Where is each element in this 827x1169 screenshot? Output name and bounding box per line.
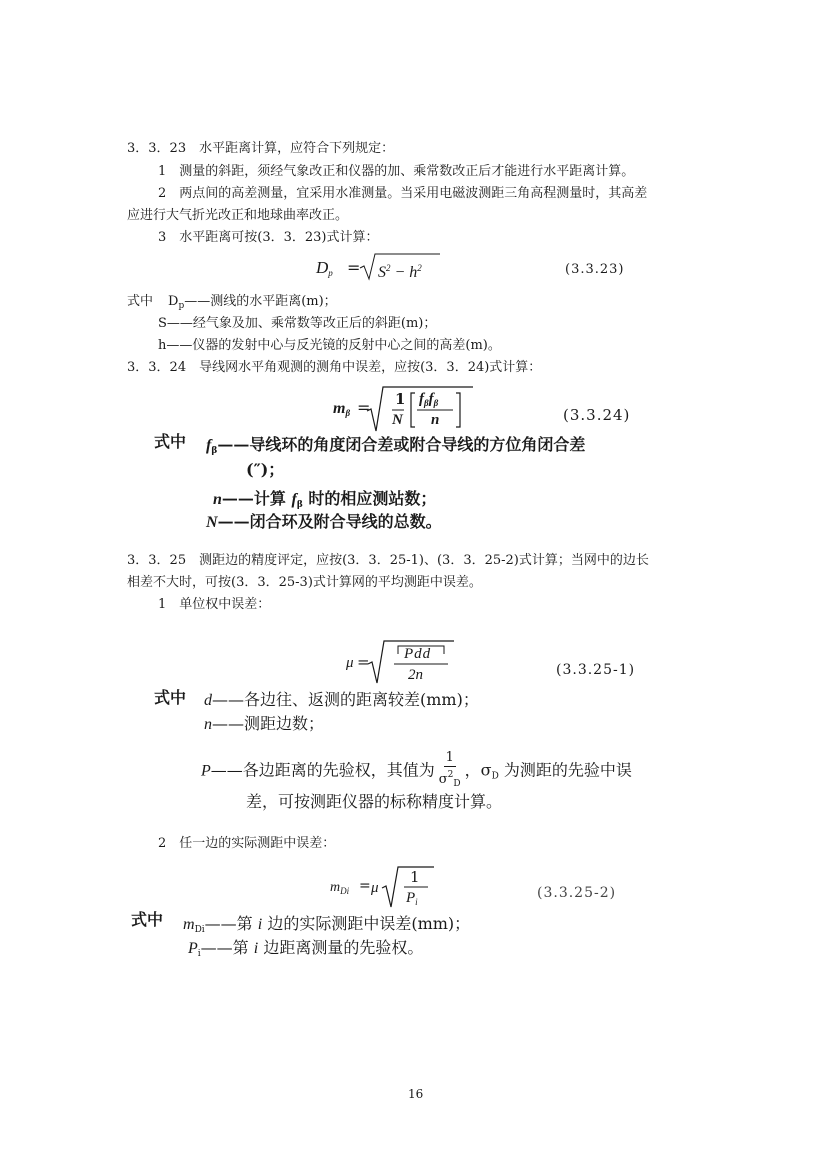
def-P-line-2: 差，可按测距仪器的标称精度计算。 [246, 792, 503, 811]
formula-3325-1-num: Pdd [404, 646, 432, 662]
formula-3324-lhs: $m_\beta$ [333, 400, 351, 418]
formula-3325-2-number: (3.3.25-2) [537, 885, 617, 901]
def-N-total: N——闭合环及附合导线的总数。 [206, 512, 442, 531]
formula-3325-2-mu: μ [371, 880, 379, 896]
formula-3325-1-number: (3.3.25-1) [556, 662, 636, 678]
formula-3325-1-den: 2n [408, 667, 423, 683]
clause-3325-item-1: 1 单位权中误差： [158, 597, 271, 612]
formula-3323 [316, 252, 436, 282]
formula-3323-lhs: $D_p$ [316, 258, 333, 278]
def-s: S——经气象及加、乘常数等改正后的斜距(m)； [158, 316, 437, 331]
clause-3325-where-2: 式中 [131, 910, 164, 929]
formula-3325-1-eq: = [357, 653, 370, 671]
def-h: h——仪器的发射中心与反光镜的反射中心之间的高差(m)。 [158, 338, 501, 353]
def-pi: $P_i——$第 i 边距离测量的先验权。 [188, 938, 424, 959]
clause-3325-heading-line-2: 相差不大时，可按(3．3．25-3)式计算网的平均测距中误差。 [127, 575, 482, 590]
clause-3323-item-1: 1 测量的斜距，须经气象改正和仪器的加、乘常数改正后才能进行水平距离计算。 [158, 164, 635, 179]
def-f-beta: $f_\beta——$导线环的角度闭合差或附合导线的方位角闭合差 [206, 435, 586, 456]
formula-3324-den2: n [431, 412, 440, 428]
def-n-count: n——测距边数； [204, 714, 325, 733]
formula-3325-1 [346, 640, 456, 686]
formula-3323-number: (3.3.23) [565, 262, 625, 277]
clause-3324-where: 式中 [154, 432, 187, 451]
def-mdi: $m_{Di}——$第 i 边的实际测距中误差(mm)； [183, 914, 471, 935]
formula-3324-num2: $f_\beta f_\beta$ [419, 391, 439, 408]
formula-3324-den1: N [392, 412, 403, 428]
formula-3324 [333, 385, 473, 435]
formula-3325-2-lhs: $m_{Di}$ [330, 880, 350, 896]
formula-3325-2-num: 1 [410, 868, 420, 886]
def-P-fraction: $\frac{1}{\sigma^2_D}$ [438, 750, 461, 789]
formula-3325-2-eq: = [359, 878, 371, 894]
def-d: d——各边往、返测的距离较差(mm)； [204, 690, 479, 709]
clause-3324-heading: 3．3．24 导线网水平角观测的测角中误差，应按(3．3．24)式计算： [127, 360, 542, 375]
clause-3323-heading: 3．3．23 水平距离计算，应符合下列规定： [127, 141, 395, 156]
formula-3324-num1: 1 [395, 390, 406, 408]
formula-3323-eq: = [347, 258, 361, 277]
formula-3323-radicand: $S^2 - h^2$ [378, 263, 422, 281]
formula-3324-number: (3.3.24) [563, 406, 631, 424]
formula-3325-2-den: $P_i$ [406, 890, 418, 907]
clause-3325-where-1: 式中 [154, 688, 187, 707]
formula-3325-2 [330, 866, 440, 910]
clause-3325-heading-line-1: 3．3．25 测距边的精度评定，应按(3．3．25-1)、(3．3．25-2)式计算；当网中的边长 [127, 553, 649, 568]
clause-3323-item-3: 3 水平距离可按(3．3．23)式计算： [158, 230, 379, 245]
clause-3323-item-2-line-2: 应进行大气折光改正和地球曲率改正。 [127, 208, 349, 223]
def-n-stations: n——计算 $f_\beta$ 时的相应测站数； [213, 489, 437, 510]
formula-3325-1-lhs: μ [346, 655, 354, 671]
def-P: P——各边距离的先验权，其值为 $\frac{1}{\sigma^2_D}$ ，$\sigma_D$ 为测距的先验中误 [201, 750, 632, 792]
def-f-beta-line-2: (″)； [246, 460, 285, 479]
clause-3323-item-2-line-1: 2 两点间的高差测量，宜采用水准测量。当采用电磁波测距三角高程测量时，其高差 [158, 186, 648, 201]
def-dp: $D_p——$测线的水平距离(m)； [168, 294, 337, 311]
clause-3325-item-2: 2 任一边的实际测距中误差： [158, 836, 336, 851]
formula-3324-eq: = [357, 398, 371, 417]
clause-3323-where: 式中 [127, 294, 154, 309]
page-number: 16 [408, 1087, 424, 1101]
